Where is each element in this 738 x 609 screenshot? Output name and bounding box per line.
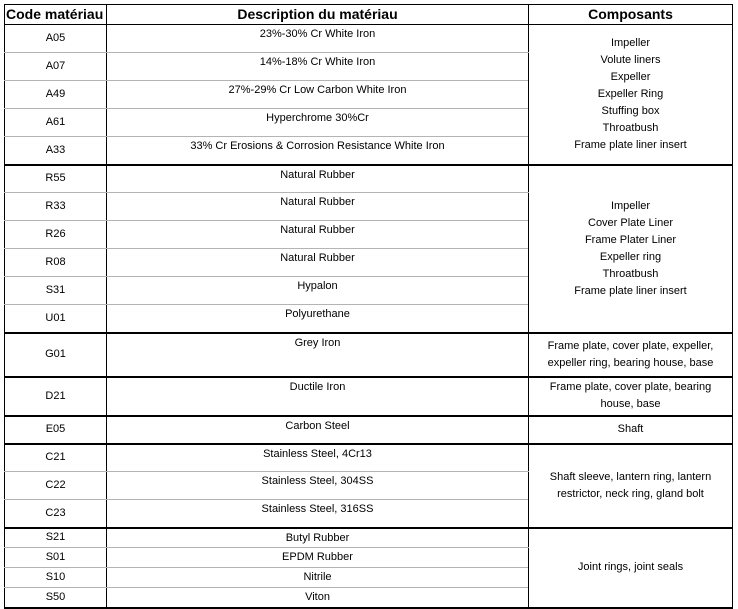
component-line: Impeller	[610, 36, 651, 49]
table-row	[5, 377, 733, 416]
component-line: Volute liners	[600, 53, 661, 66]
component-line: Frame Plater Liner	[584, 233, 677, 246]
material-description: Viton	[107, 588, 529, 608]
material-code: R33	[5, 193, 107, 221]
material-description: Natural Rubber	[107, 165, 529, 193]
component-line: Throatbush	[602, 121, 659, 134]
material-code: R08	[5, 249, 107, 277]
material-description: Natural Rubber	[107, 249, 529, 277]
table-row	[5, 444, 733, 472]
component-line: Cover Plate Liner	[588, 216, 673, 229]
component-line: Throatbush	[602, 267, 659, 280]
material-code: R26	[5, 221, 107, 249]
component-line: Impeller	[610, 199, 651, 212]
components-cell	[529, 25, 733, 165]
component-line: Shaft	[617, 423, 644, 435]
material-description: Butyl Rubber	[107, 528, 529, 548]
components-cell	[529, 444, 733, 528]
material-description: Nitrile	[107, 568, 529, 588]
material-description: Grey Iron	[107, 333, 529, 377]
table-body	[5, 25, 733, 608]
table-row	[5, 165, 733, 193]
material-code: E05	[5, 416, 107, 444]
material-code: C21	[5, 444, 107, 472]
material-description: Natural Rubber	[107, 221, 529, 249]
material-code: G01	[5, 333, 107, 377]
components-cell	[529, 333, 733, 377]
material-description: Hyperchrome 30%Cr	[107, 109, 529, 137]
component-line: Shaft sleeve, lantern ring, lantern	[549, 470, 712, 483]
material-description: Stainless Steel, 304SS	[107, 472, 529, 500]
materials-table	[4, 4, 733, 609]
components-cell	[529, 416, 733, 444]
material-description: 14%-18% Cr White Iron	[107, 53, 529, 81]
material-description: 27%-29% Cr Low Carbon White Iron	[107, 81, 529, 109]
material-code: U01	[5, 305, 107, 333]
material-description: Carbon Steel	[107, 416, 529, 444]
component-line: Joint rings, joint seals	[577, 561, 684, 573]
component-line: Expeller ring	[599, 250, 662, 263]
table-row	[5, 416, 733, 444]
material-description: Natural Rubber	[107, 193, 529, 221]
component-line: restrictor, neck ring, gland bolt	[557, 487, 704, 500]
material-code: A61	[5, 109, 107, 137]
material-description: Stainless Steel, 316SS	[107, 500, 529, 528]
components-cell	[529, 377, 733, 416]
components-cell	[529, 165, 733, 333]
material-code: A49	[5, 81, 107, 109]
header-code: Code matériau	[5, 5, 107, 25]
material-code: D21	[5, 377, 107, 416]
component-line: Expeller	[610, 70, 651, 83]
material-code: A33	[5, 137, 107, 165]
material-description: Ductile Iron	[107, 377, 529, 416]
material-code: S21	[5, 528, 107, 548]
material-description: EPDM Rubber	[107, 548, 529, 568]
material-code: C23	[5, 500, 107, 528]
material-code: A07	[5, 53, 107, 81]
component-line: Frame plate liner insert	[574, 284, 687, 297]
material-code: R55	[5, 165, 107, 193]
material-code: A05	[5, 25, 107, 53]
component-line: Frame plate, cover plate, expeller,	[547, 339, 714, 352]
component-line: Stuffing box	[601, 104, 660, 117]
component-line: Expeller Ring	[597, 87, 664, 100]
material-code: S31	[5, 277, 107, 305]
component-line: expeller ring, bearing house, base	[547, 356, 714, 369]
material-code: S10	[5, 568, 107, 588]
component-line: Frame plate liner insert	[574, 138, 687, 151]
material-code: S01	[5, 548, 107, 568]
material-description: 23%-30% Cr White Iron	[107, 25, 529, 53]
material-code: S50	[5, 588, 107, 608]
table-row	[5, 333, 733, 377]
material-description: 33% Cr Erosions & Corrosion Resistance White Iron	[107, 137, 529, 165]
material-description: Hypalon	[107, 277, 529, 305]
component-line: house, base	[600, 398, 661, 410]
material-code: C22	[5, 472, 107, 500]
material-description: Polyurethane	[107, 305, 529, 333]
components-cell	[529, 528, 733, 608]
header-components: Composants	[529, 5, 733, 25]
table-row	[5, 528, 733, 548]
header-row	[5, 5, 733, 25]
header-description: Description du matériau	[107, 5, 529, 25]
component-line: Frame plate, cover plate, bearing	[549, 381, 712, 393]
table-row	[5, 25, 733, 53]
material-description: Stainless Steel, 4Cr13	[107, 444, 529, 472]
